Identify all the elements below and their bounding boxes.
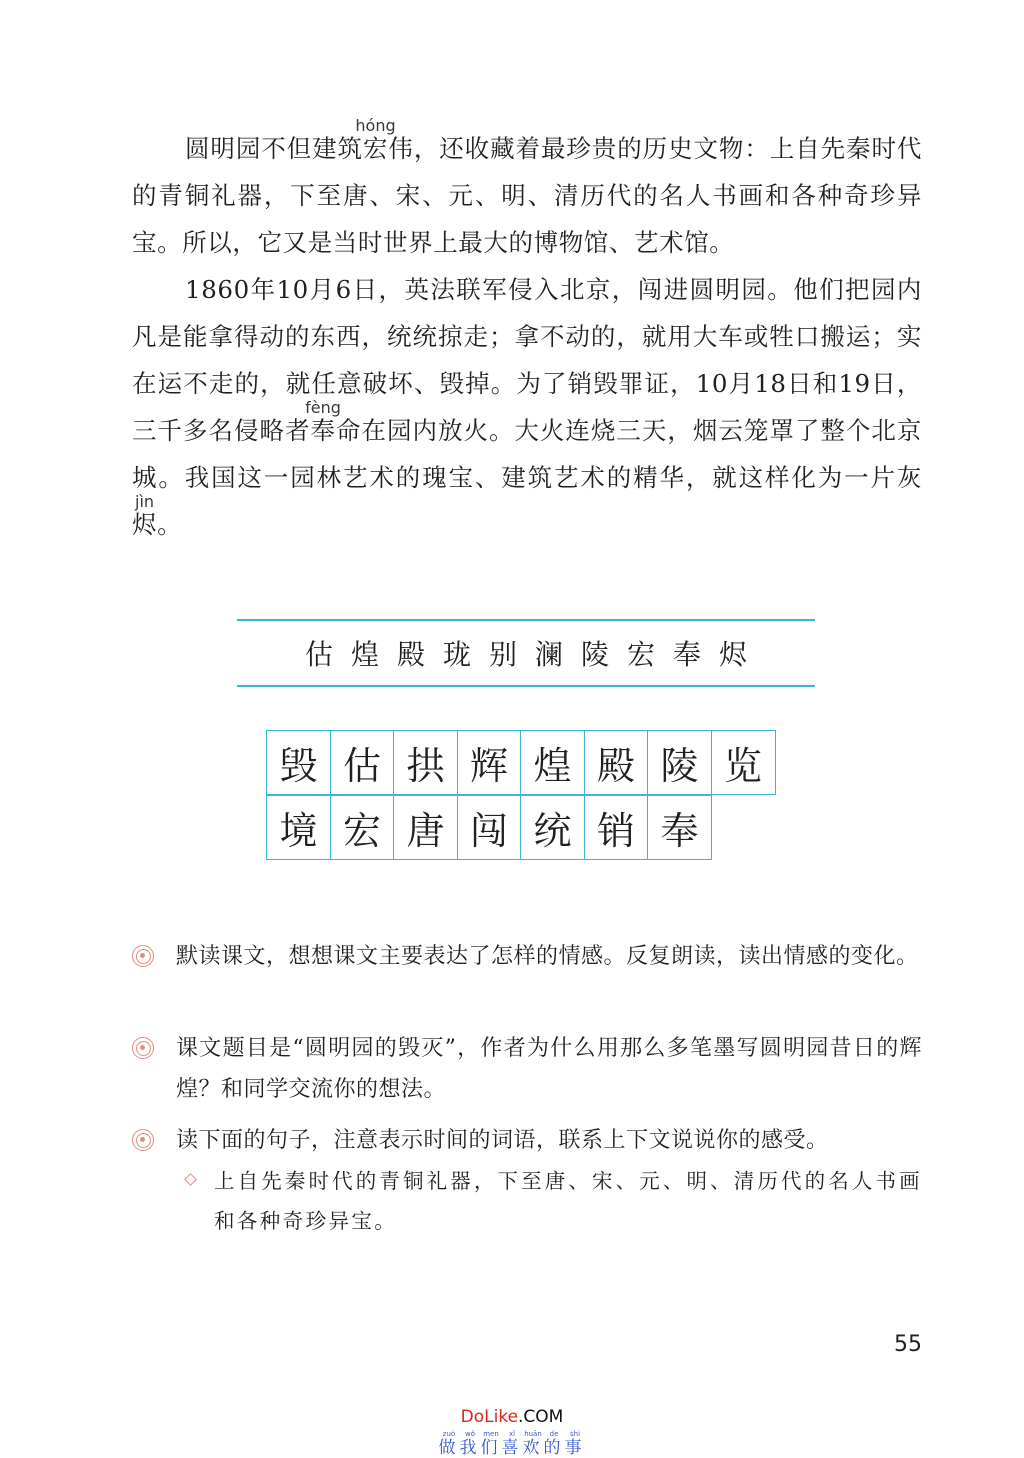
slogan-hanzi: 欢	[522, 1438, 544, 1458]
writing-cell: 拱	[393, 730, 458, 795]
pinyin-annotation-hong	[355, 116, 396, 163]
slogan-pinyin: men	[480, 1430, 502, 1438]
paragraph-1-start: 圆明园不但建筑	[185, 134, 363, 163]
pinyin: hóng	[355, 116, 396, 135]
annotated-char: 奉	[305, 416, 341, 445]
writing-cell: 煌	[520, 730, 585, 795]
slogan-pinyin: huān	[522, 1430, 544, 1438]
footer-watermark	[420, 1406, 604, 1458]
pinyin: jìn	[132, 492, 158, 511]
brand-suffix: .COM	[518, 1407, 564, 1427]
recognition-characters-strip	[237, 619, 815, 687]
slogan-pinyin: zuò	[438, 1430, 460, 1438]
slogan-char	[564, 1430, 586, 1458]
writing-cell: 览	[711, 730, 776, 795]
paragraph-2-end: 。	[157, 510, 183, 539]
exercise-text: 课文题目是“圆明园的毁灭”，作者为什么用那么多笔墨写圆明园昔日的辉煌？和同学交流你的想法。	[176, 1036, 922, 1102]
exercise-2	[132, 1028, 922, 1110]
slogan-hanzi: 我	[459, 1438, 481, 1458]
writing-cell: 销	[584, 795, 649, 860]
paragraph-2-start: 1860年10月6日，英法联军侵入北京，闯进圆明园。他们把园内凡是能拿得动的东西，统统掠走；拿不动的，就用大车或牲口搬运；实在运不走的，就任意破坏、毁掉。为了销毁罪证，10月18日和19日，三千多名侵略者	[132, 275, 922, 445]
slogan-pinyin: de	[543, 1430, 565, 1438]
pinyin: fèng	[305, 398, 341, 417]
main-text	[132, 118, 922, 548]
writing-cell: 殿	[584, 730, 649, 795]
writing-cell: 境	[266, 795, 331, 860]
slogan-hanzi: 的	[543, 1438, 565, 1458]
slogan-pinyin: shì	[564, 1430, 586, 1438]
exercise-3	[132, 1120, 922, 1241]
writing-cell: 唐	[393, 795, 458, 860]
slogan-pinyin: wǒ	[459, 1430, 481, 1438]
exercise-bullet-icon	[132, 945, 154, 967]
writing-cell: 宏	[330, 795, 395, 860]
pinyin-annotation-jin	[132, 492, 158, 539]
slogan-hanzi: 做	[438, 1438, 460, 1458]
footer-slogan	[420, 1430, 604, 1458]
annotated-char: 烬	[132, 510, 158, 539]
writing-cell: 陵	[647, 730, 712, 795]
paragraph-1-rest: 伟，还收藏着最珍贵的历史文物：上自先秦时代的青铜礼器，下至唐、宋、元、明、清历代的名人书画和各种奇珍异宝。所以，它又是当时世界上最大的博物馆、艺术馆。	[132, 134, 922, 257]
recognition-characters: 估煌殿珑别澜陵宏奉烬	[304, 638, 765, 671]
exercise-3-sentence	[176, 1161, 922, 1241]
writing-cell: 估	[330, 730, 395, 795]
annotated-char: 宏	[355, 134, 396, 163]
slogan-char	[480, 1430, 502, 1458]
writing-grid-row-1	[266, 731, 776, 795]
footer-brand	[420, 1406, 604, 1428]
writing-cell: 闯	[457, 795, 522, 860]
slogan-char	[522, 1430, 544, 1458]
writing-cell: 辉	[457, 730, 522, 795]
slogan-hanzi: 喜	[501, 1438, 523, 1458]
slogan-char	[459, 1430, 481, 1458]
slogan-char	[438, 1430, 460, 1458]
quoted-sentence: 上自先秦时代的青铜礼器，下至唐、宋、元、明、清历代的名人书画和各种奇珍异宝。	[214, 1169, 922, 1233]
slogan-hanzi: 事	[564, 1438, 586, 1458]
slogan-hanzi: 们	[480, 1438, 502, 1458]
exercise-bullet-icon	[132, 1129, 154, 1151]
slogan-char	[501, 1430, 523, 1458]
slogan-char	[543, 1430, 565, 1458]
writing-cell: 奉	[647, 795, 712, 860]
exercise-text: 默读课文，想想课文主要表达了怎样的情感。反复朗读，读出情感的变化。	[176, 944, 919, 969]
writing-cell: 毁	[266, 730, 331, 795]
page-number: 55	[894, 1332, 922, 1357]
exercise-text: 读下面的句子，注意表示时间的词语，联系上下文说说你的感受。	[176, 1128, 829, 1153]
diamond-bullet-icon	[184, 1173, 197, 1186]
writing-cell: 统	[520, 795, 585, 860]
paragraph-2-middle: 命在园内放火。大火连烧三天，烟云笼罩了整个北京城。我国这一园林艺术的瑰宝、建筑艺术的精华，就这样化为一片灰	[132, 416, 922, 492]
writing-grid-row-2	[266, 796, 712, 860]
paragraph-1	[132, 118, 922, 266]
brand-name: DoLike	[460, 1407, 519, 1427]
paragraph-2	[132, 266, 922, 548]
slogan-pinyin: xǐ	[501, 1430, 523, 1438]
pinyin-annotation-feng	[305, 398, 341, 445]
exercise-1	[132, 936, 922, 977]
exercise-bullet-icon	[132, 1037, 154, 1059]
